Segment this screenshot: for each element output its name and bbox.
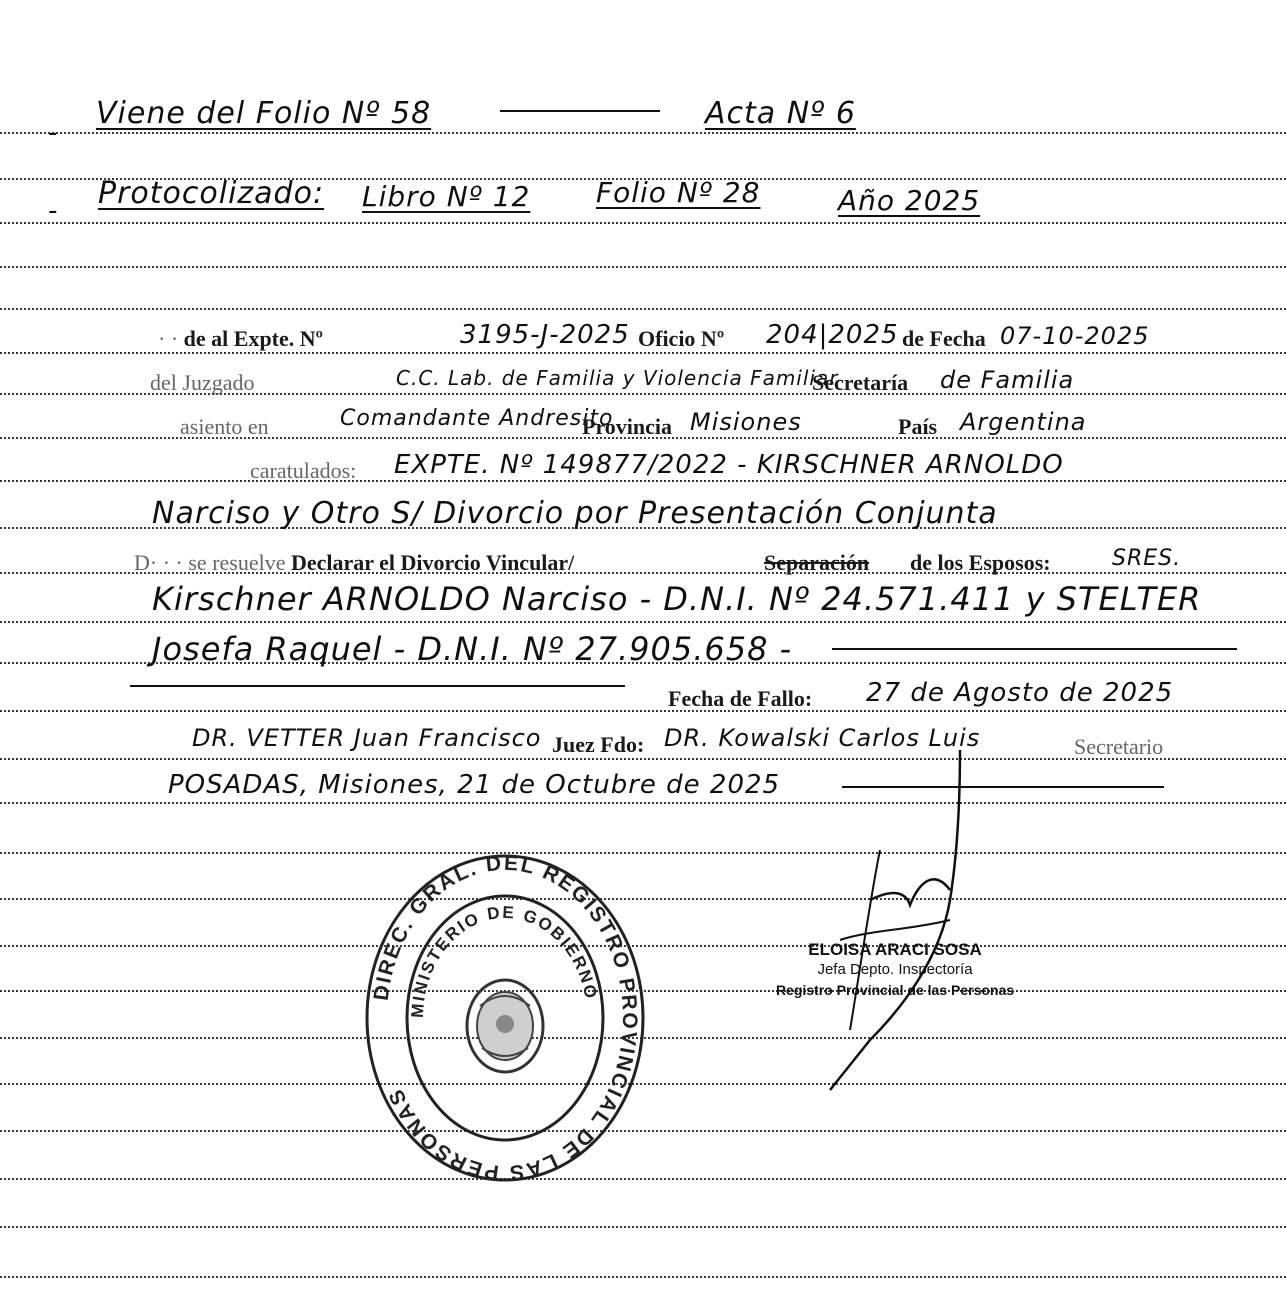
bullet-dash: - xyxy=(48,118,59,148)
fill-line xyxy=(832,648,1237,650)
coat-of-arms-icon xyxy=(467,980,543,1072)
juez-value: DR. VETTER Juan Francisco xyxy=(192,724,542,752)
rule-line xyxy=(0,621,1286,623)
secretario-label: Secretario xyxy=(1074,734,1164,759)
pais-value: Argentina xyxy=(960,408,1087,436)
fallo-value: 27 de Agosto de 2025 xyxy=(866,678,1174,708)
lugar-fecha: POSADAS, Misiones, 21 de Octubre de 2025 xyxy=(168,770,781,800)
rule-line xyxy=(0,222,1286,224)
rule-line xyxy=(0,480,1286,482)
juez-label: Juez Fdo: xyxy=(552,732,645,757)
caratula-continuation: Narciso y Otro S/ Divorcio por Presentación Conjunta xyxy=(152,496,998,531)
anio: Año 2025 xyxy=(838,184,981,217)
rule-line xyxy=(0,132,1286,134)
folio-number: Folio Nº 28 xyxy=(596,176,761,209)
asiento-label: asiento en xyxy=(180,414,269,439)
separacion-label: Separación xyxy=(764,550,870,575)
esposo-1: Kirschner ARNOLDO Narciso - D.N.I. Nº 24.571.411 y STELTER xyxy=(152,580,1202,618)
signature-block xyxy=(735,940,1055,1000)
caratulados-value: EXPTE. Nº 149877/2022 - KIRSCHNER ARNOLDO xyxy=(394,450,1064,480)
protocolizado-label: Protocolizado: xyxy=(98,176,325,211)
secretaria-value: de Familia xyxy=(940,366,1075,394)
rule-line xyxy=(0,1276,1286,1278)
provincia-value: Misiones xyxy=(690,408,802,436)
expte-value: 3195-J-2025 xyxy=(460,320,630,350)
signer-office: Registro Provincial de las Personas xyxy=(775,982,1015,998)
resuelve-label: D· · · se resuelve Declarar el Divorcio Vincular/ xyxy=(134,550,575,575)
provincia-label: Provincia xyxy=(582,414,673,439)
caratulados-label: caratulados: xyxy=(250,458,357,483)
rule-line xyxy=(0,266,1286,268)
expte-prefix: · · de al Expte. Nº xyxy=(158,326,323,351)
rule-line xyxy=(0,710,1286,712)
oficio-label: Oficio Nº xyxy=(638,326,725,351)
bullet-dash: - xyxy=(48,196,59,226)
asiento-value: Comandante Andresito xyxy=(340,406,614,431)
stamp-inner-text: MINISTERIO DE GOBIERNO xyxy=(407,902,601,1019)
stamp-outer-text: DIREC. GRAL. DEL REGISTRO PROVINCIAL DE LAS PERSONAS xyxy=(369,851,642,1185)
secretario-value: DR. Kowalski Carlos Luis xyxy=(664,724,981,752)
secretaria-label: Secretaría xyxy=(812,370,909,395)
rule-line xyxy=(0,1226,1286,1228)
rule-line xyxy=(0,802,1286,804)
esposos-label: de los Esposos: xyxy=(910,550,1051,575)
fill-line xyxy=(130,685,625,687)
signature-scribble xyxy=(810,740,1010,1100)
oficio-value: 204|2025 xyxy=(766,320,899,350)
fecha-value: 07-10-2025 xyxy=(1000,322,1150,350)
libro-number: Libro Nº 12 xyxy=(362,180,531,213)
official-stamp xyxy=(360,848,650,1188)
viene-del-folio: Viene del Folio Nº 58 xyxy=(96,96,432,131)
juzgado-value: C.C. Lab. de Familia y Violencia Familiar xyxy=(396,366,839,390)
signer-name: ELOISA ARACI SOSA xyxy=(808,940,982,959)
signer-title: Jefa Depto. Inspectoría xyxy=(817,961,973,978)
esposos-value: SRES. xyxy=(1112,546,1182,571)
acta-number: Acta Nº 6 xyxy=(705,96,856,131)
fecha-label: de Fecha xyxy=(902,326,986,351)
pais-label: País xyxy=(898,414,938,439)
fallo-label: Fecha de Fallo: xyxy=(668,686,813,711)
rule-line xyxy=(0,308,1286,310)
juzgado-label: del Juzgado xyxy=(150,370,255,395)
fill-line xyxy=(500,110,660,112)
rule-line xyxy=(0,352,1286,354)
esposo-2: Josefa Raquel - D.N.I. Nº 27.905.658 - xyxy=(152,630,793,668)
